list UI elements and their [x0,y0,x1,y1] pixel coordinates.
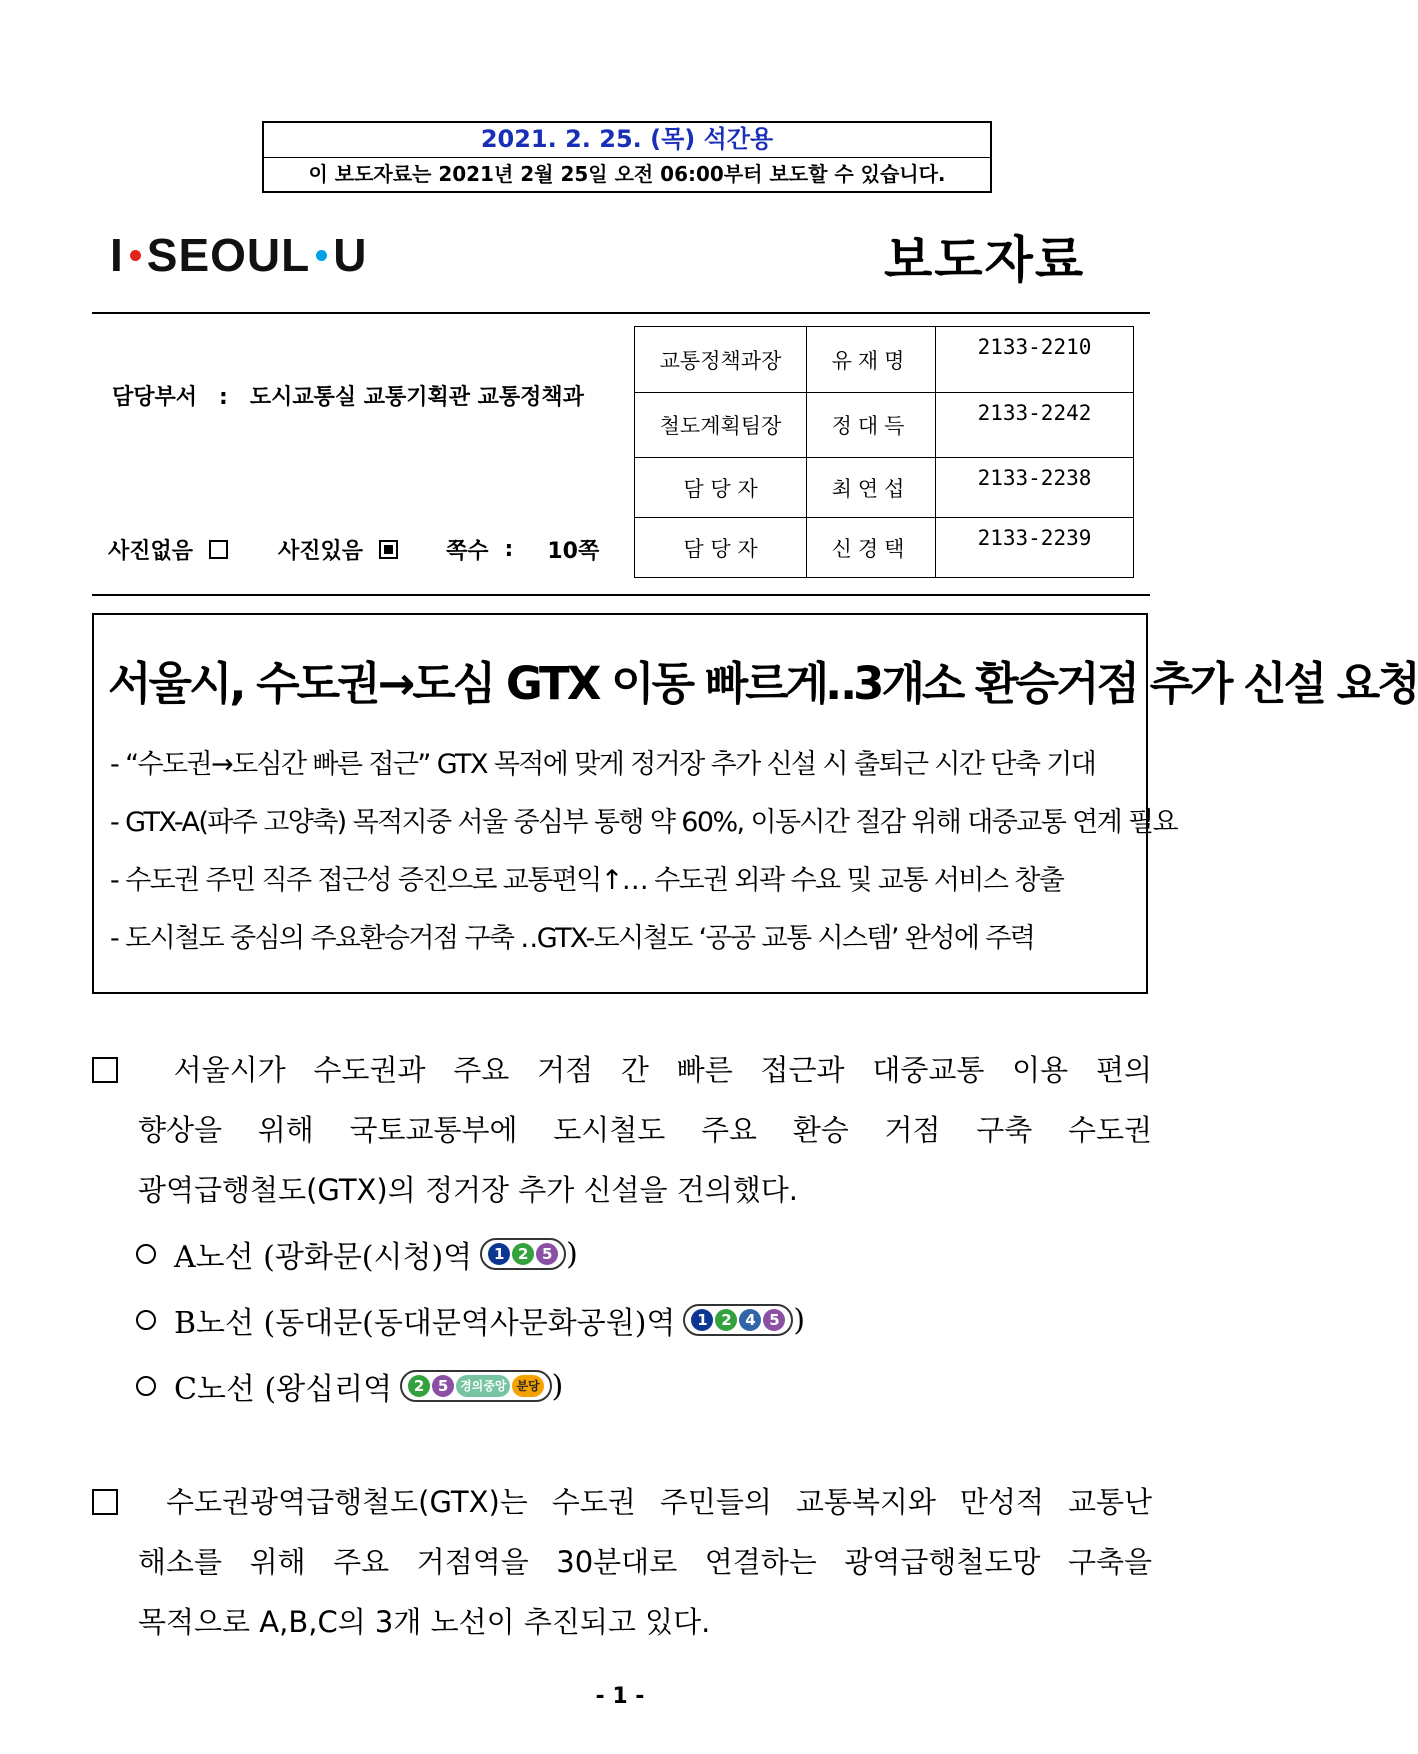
department-separator: : [219,385,228,410]
contact-row [635,393,1134,458]
contacts-table [634,326,1134,578]
route-text: B노선 (동대문(동대문역사문화공원)역 [174,1306,676,1341]
contact-phone: 2133-2239 [936,518,1134,578]
no-photo-label: 사진없음 [108,539,194,564]
route-b [136,1298,805,1342]
headline: 서울시, 수도권→도심 GTX 이동 빠르게‥3개소 환승거점 추가 신설 요청 [108,657,1418,710]
contact-phone: 2133-2238 [936,458,1134,518]
contact-name: 정대득 [807,393,936,458]
subway-line-badge: 2 [408,1375,430,1397]
department-label: 담당부서 [112,385,198,410]
paragraph-text: 서울시가 수도권과 주요 거점 간 빠른 접근과 대중교통 이용 편의 [173,1053,1152,1087]
route-a [136,1232,578,1276]
release-date: 2021. 2. 25. (목) 석간용 [264,123,990,158]
route-c [136,1364,563,1408]
contact-row [635,458,1134,518]
contact-row [635,327,1134,393]
subway-line-badge: 경의중앙 [456,1375,510,1397]
body-paragraph-1 [92,1040,1152,1220]
circle-bullet-icon [136,1376,156,1396]
subheadline: - “수도권→도심간 빠른 접근” GTX 목적에 맞게 정거장 추가 신설 시 출퇴근 시간 단축 기대 [110,749,1096,780]
paragraph-text: 수도권광역급행철도(GTX)는 수도권 주민들의 교통복지와 만성적 교통난 [166,1485,1153,1519]
line-badges [683,1304,793,1336]
contact-phone: 2133-2242 [936,393,1134,458]
route-close: ) [566,1236,578,1272]
pages-separator: : [504,537,514,562]
pages-value: 10쪽 [547,539,600,564]
line-badges [480,1238,566,1270]
route-text: A노선 (광화문(시청)역 [174,1240,473,1275]
department-value: 도시교통실 교통기획관 교통정책과 [249,385,584,410]
route-close: ) [793,1302,806,1338]
contact-name: 유재명 [807,327,936,393]
middle-divider [92,594,1150,596]
no-photo-checkbox [209,540,228,559]
subway-line-badge: 5 [763,1309,785,1331]
circle-bullet-icon [136,1244,156,1264]
subway-line-badge: 5 [432,1375,454,1397]
contact-name: 최연섭 [807,458,936,518]
body-paragraph-2 [92,1472,1152,1652]
page-number: - 1 - [595,1684,645,1709]
paragraph-line-first [92,1472,1152,1532]
department [112,380,584,411]
paragraph-line-first [92,1040,1152,1100]
contact-role: 교통정책과장 [635,327,807,393]
paragraph-line: 해소를 위해 주요 거점역을 30분대로 연결하는 광역급행철도망 구축을 [138,1545,1152,1579]
line-badges [400,1370,552,1402]
has-photo-checkbox [379,540,398,559]
logo-part-u: U [333,229,368,281]
subheadline-list [110,751,1177,983]
document-type: 보도자료 [884,231,1086,289]
logo-part-i: I [110,229,124,281]
photo-info [108,534,599,565]
circle-bullet-icon [136,1310,156,1330]
contact-role: 철도계획팀장 [635,393,807,458]
subway-line-badge: 분당 [512,1375,543,1397]
bullet-box [92,1057,118,1083]
subway-line-badge: 1 [488,1243,510,1265]
subheadline: - 도시철도 중심의 주요환승거점 구축 ‥GTX-도시철도 ‘공공 교통 시스템’ 완성에 주력 [110,923,1035,954]
embargo-box [262,121,992,193]
pages-label: 쪽수 [446,539,489,564]
subway-line-badge: 5 [536,1243,558,1265]
contact-role: 담 당 자 [635,458,807,518]
route-text: C노선 (왕십리역 [174,1372,393,1407]
subheadline: - 수도권 주민 직주 접근성 증진으로 교통편익↑… 수도권 외곽 수요 및 교통 서비스 창출 [110,865,1064,896]
subway-line-badge: 4 [739,1309,761,1331]
route-close: ) [551,1368,564,1404]
contact-role: 담 당 자 [635,518,807,578]
contact-row [635,518,1134,578]
contact-name: 신경택 [807,518,936,578]
logo-dot-red [130,250,141,261]
subway-line-badge: 2 [512,1243,534,1265]
logo-dot-blue [316,250,327,261]
contact-phone: 2133-2210 [936,327,1134,393]
seoul-logo [110,228,367,282]
bullet-box [92,1489,118,1515]
top-divider [92,312,1150,314]
subway-line-badge: 2 [715,1309,737,1331]
has-photo-label: 사진있음 [278,539,364,564]
paragraph-line: 광역급행철도(GTX)의 정거장 추가 신설을 건의했다. [138,1173,799,1207]
paragraph-line: 향상을 위해 국토교통부에 도시철도 주요 환승 거점 구축 수도권 [138,1113,1152,1147]
subway-line-badge: 1 [691,1309,713,1331]
paragraph-line: 목적으로 A,B,C의 3개 노선이 추진되고 있다. [138,1605,711,1639]
logo-part-seoul: SEOUL [146,229,311,281]
headline-box [92,613,1418,994]
subheadline: - GTX-A(파주 고양축) 목적지중 서울 중심부 통행 약 60%, 이동시간 절감 위해 대중교통 연계 필요 [110,807,1178,838]
embargo-notice: 이 보도자료는 2021년 2월 25일 오전 06:00부터 보도할 수 있습니다. [308,162,946,186]
